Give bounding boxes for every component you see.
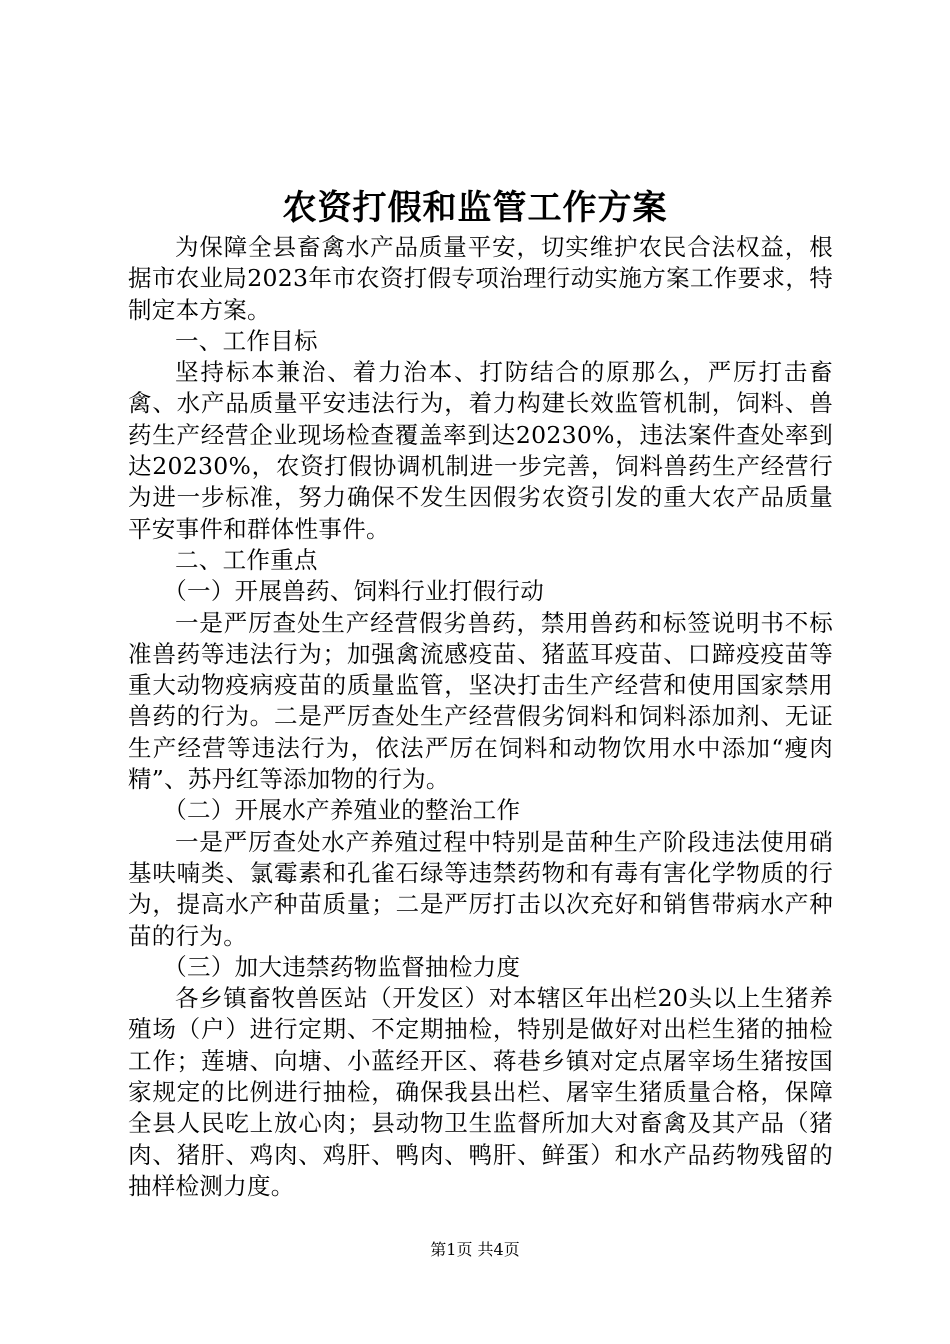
subsection-3-paragraph: 各乡镇畜牧兽医站（开发区）对本辖区年出栏20头以上生猪养殖场（户）进行定期、不定期抽检，特别是做好对出栏生猪的抽检工作；莲塘、向塘、小蓝经开区、蒋巷乡镇对定点屠宰场生猪按国家规定的比例进行抽检，确保我县出栏、屠宰生猪质量合格，保障全县人民吃上放心肉；县动物卫生监督所加大对畜禽及其产品（猪肉、猪肝、鸡肉、鸡肝、鸭肉、鸭肝、鲜蛋）和水产品药物残留的抽样检测力度。	[128, 984, 833, 1200]
intro-paragraph: 为保障全县畜禽水产品质量平安，切实维护农民合法权益，根据市农业局2023年市农资打假专项治理行动实施方案工作要求，特制定本方案。	[128, 233, 833, 324]
document-body	[128, 232, 833, 1202]
subsection-1-paragraph: 一是严厉查处生产经营假劣兽药，禁用兽药和标签说明书不标准兽药等违法行为；加强禽流感疫苗、猪蓝耳疫苗、口蹄疫疫苗等重大动物疫病疫苗的质量监管，坚决打击生产经营和使用国家禁用兽药的行为。二是严厉查处生产经营假劣饲料和饲料添加剂、无证生产经营等违法行为，依法严厉在饲料和动物饮用水中添加“瘦肉精”、苏丹红等添加物的行为。	[128, 608, 833, 794]
subsection-2-paragraph: 一是严厉查处水产养殖过程中特别是苗种生产阶段违法使用硝基呋喃类、氯霉素和孔雀石绿等违禁药物和有毒有害化学物质的行为，提高水产种苗质量；二是严厉打击以次充好和销售带病水产种苗的行为。	[128, 827, 833, 950]
section-1-heading: 一、工作目标	[175, 326, 318, 355]
subsection-2-heading: （二）开展水产养殖业的整治工作	[163, 796, 521, 825]
subsection-1-heading: （一）开展兽药、饲料行业打假行动	[163, 577, 545, 606]
section-2-heading: 二、工作重点	[175, 545, 318, 574]
document-title: 农资打假和监管工作方案	[282, 188, 668, 228]
subsection-3-heading: （三）加大违禁药物监督抽检力度	[163, 952, 521, 981]
page-number-footer: 第1页 共4页	[430, 1240, 520, 1259]
section-1-paragraph: 坚持标本兼治、着力治本、打防结合的原那么，严厉打击畜禽、水产品质量平安违法行为，着力构建长效监管机制，饲料、兽药生产经营企业现场检查覆盖率到达20230%，违法案件查处率到达20230%，农资打假协调机制进一步完善，饲料兽药生产经营行为进一步标准，努力确保不发生因假劣农资引发的重大农产品质量平安事件和群体性事件。	[128, 358, 833, 543]
